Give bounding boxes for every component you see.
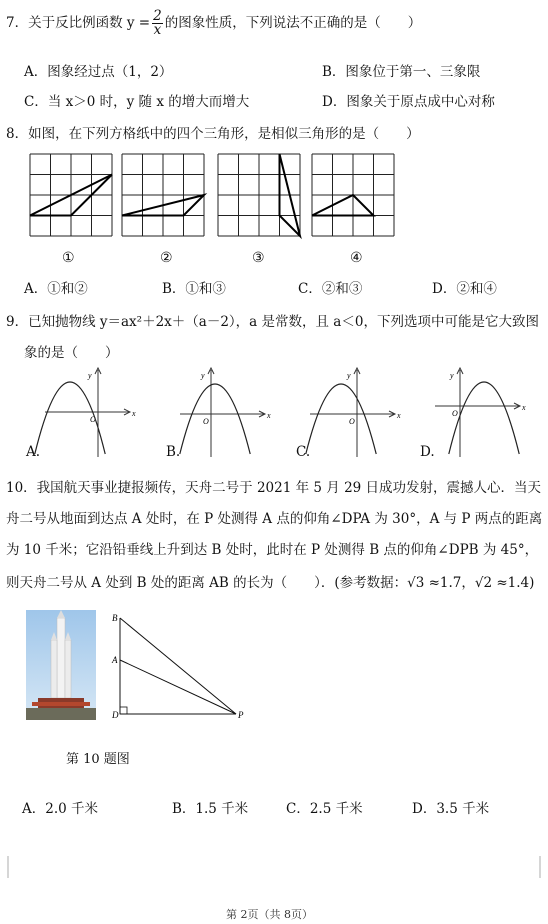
q8-option-d[interactable]: D．②和④ — [432, 281, 497, 297]
q8-option-a[interactable]: A．①和② — [24, 281, 88, 297]
q8-label-4: ④ — [350, 250, 363, 266]
q9-option-c[interactable]: C. — [296, 444, 311, 460]
q9-axis-x-label: x — [397, 411, 401, 420]
q9-graphs — [0, 362, 548, 462]
q7-stem-prefix: 7．关于反比例函数 y = — [6, 15, 151, 31]
q10-line4: 则天舟二号从 A 处到 B 处的距离 AB 的长为（ ）．(参考数据：√3 ≈1.7，√2 ≈1.4) — [6, 575, 535, 591]
q9-origin-label: O — [203, 417, 209, 426]
q7-frac-num: 2 — [153, 8, 162, 24]
q8-grid-2 — [122, 154, 204, 236]
q8-grid-1 — [30, 154, 112, 236]
q8-grid-3 — [218, 154, 300, 236]
q7-option-a[interactable]: A．图象经过点（1，2） — [24, 64, 173, 80]
point-d-label: D — [112, 710, 119, 720]
q8-option-c[interactable]: C．②和③ — [298, 281, 363, 297]
q9-origin-label: O — [349, 417, 355, 426]
point-a-label: A — [112, 655, 118, 665]
q9-parabola-4 — [449, 382, 519, 454]
q10-line2: 舟二号从地面到达点 A 处时，在 P 处测得 A 点的仰角∠DPA 为 30°，A 与 P 两点的距离 — [6, 511, 543, 527]
q10-option-a[interactable]: A．2.0 千米 — [22, 801, 99, 817]
q7-stem — [6, 10, 421, 37]
point-b-label: B — [112, 613, 118, 623]
q10-figure-caption: 第 10 题图 — [66, 752, 130, 767]
rocket-photo — [26, 610, 96, 720]
q10-option-c[interactable]: C．2.5 千米 — [286, 801, 363, 817]
q10-option-b[interactable]: B．1.5 千米 — [172, 801, 249, 817]
q9-axis-x-label: x — [132, 409, 136, 418]
q9-axis-y-label: y — [201, 371, 205, 380]
q10-line1: 10．我国航天事业捷报频传，天舟二号于 2021 年 5 月 29 日成功发射，震撼人心．当天 — [6, 480, 542, 496]
q9-option-b[interactable]: B. — [166, 444, 181, 460]
q8-grid-4 — [312, 154, 394, 236]
q8-option-b[interactable]: B．①和③ — [162, 281, 226, 297]
q8-label-2: ② — [160, 250, 173, 266]
q9-parabola-2 — [180, 384, 250, 454]
q9-axis-x-label: x — [522, 403, 526, 412]
q9-graph-4 — [435, 368, 526, 457]
q10-option-d[interactable]: D．3.5 千米 — [412, 801, 490, 817]
q9-stem-line2: 象的是（ ） — [24, 345, 119, 361]
q8-stem: 8．如图，在下列方格纸中的四个三角形，是相似三角形的是（ ） — [6, 126, 420, 142]
q8-label-1: ① — [62, 250, 75, 266]
q7-fraction — [152, 10, 163, 37]
q7-option-d[interactable]: D．图象关于原点成中心对称 — [322, 94, 495, 110]
q9-stem-line1: 9．已知抛物线 y＝ax²＋2x＋（a－2），a 是常数，且 a＜0，下列选项中可能是它大致图 — [6, 314, 539, 330]
q9-axis-y-label: y — [347, 371, 351, 380]
q9-origin-label: O — [90, 415, 96, 424]
q9-axis-x-label: x — [267, 411, 271, 420]
q8-triangle-4 — [312, 195, 374, 216]
q9-parabola-1 — [35, 382, 105, 454]
q9-graph-2 — [180, 368, 271, 457]
q9-parabola-3 — [306, 384, 376, 454]
q9-graph-3 — [306, 368, 401, 457]
page-footer: 第 2页（共 8页） — [226, 908, 313, 921]
q8-figures — [0, 150, 548, 250]
point-p-label: P — [238, 710, 244, 720]
q9-option-d[interactable]: D. — [420, 444, 435, 460]
q9-origin-label: O — [452, 409, 458, 418]
q7-option-c[interactable]: C．当 x＞0 时，y 随 x 的增大而增大 — [24, 94, 250, 110]
q8-label-3: ③ — [252, 250, 265, 266]
q7-frac-den: x — [153, 22, 162, 38]
q10-line3: 为 10 千米；它沿铅垂线上升到达 B 处时，此时在 P 处测得 B 点的仰角∠DPB 为 45°， — [6, 542, 539, 558]
q10-geometry-figure — [112, 612, 252, 722]
q9-axis-y-label: y — [88, 371, 92, 380]
q9-axis-y-label: y — [450, 371, 454, 380]
q7-option-b[interactable]: B．图象位于第一、三象限 — [322, 64, 481, 80]
q9-option-a[interactable]: A. — [26, 444, 41, 460]
q7-stem-suffix: 的图象性质，下列说法不正确的是（ ） — [164, 15, 422, 31]
q9-graph-1 — [35, 368, 136, 457]
